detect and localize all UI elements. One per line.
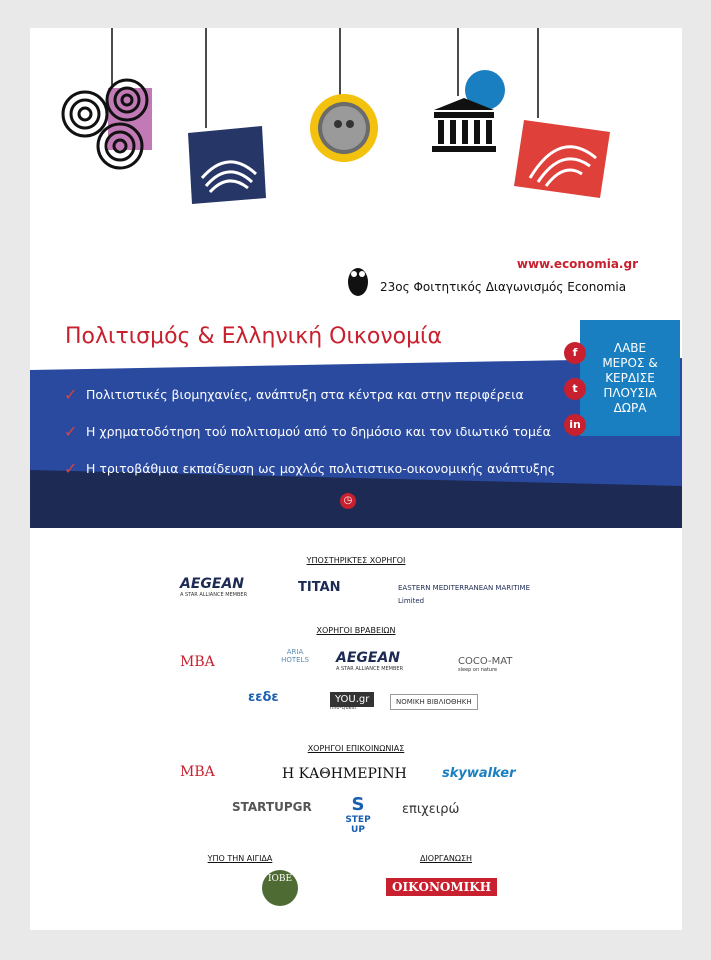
deadline: ◷ Καταληκτική Ημερομηνία Υποβολής: 31/03/2017 <box>340 493 672 509</box>
you-logo[interactable]: YOU.gr Info-Quest <box>330 692 374 711</box>
epixeiro-logo[interactable]: επιχειρώ <box>402 802 460 817</box>
list-item: ✓ Η τριτοβάθμια εκπαίδευση ως μοχλός πολιτιστικο-οικονομικής ανάπτυξης <box>64 459 556 478</box>
section-awards: ΧΟΡΗΓΟΙ ΒΡΑΒΕΙΩΝ <box>316 626 396 635</box>
section-supporting: ΥΠΟΣΤΗΡΙΚΤΕΣ ΧΟΡΗΓΟΙ <box>306 556 406 565</box>
linkedin-icon[interactable]: in <box>564 414 586 436</box>
social-links <box>564 342 586 450</box>
check-icon: ✓ <box>64 422 78 441</box>
nomiki-logo[interactable]: ΝΟΜΙΚΗ ΒΙΒΛΙΟΘΗΚΗ <box>390 694 478 707</box>
clock-icon: ◷ <box>340 493 356 509</box>
aria-logo[interactable]: ARIA HOTELS <box>281 648 309 664</box>
website-url[interactable]: www.economia.gr <box>516 257 638 271</box>
aegean-logo[interactable]: AEGEAN A STAR ALLIANCE MEMBER <box>180 576 248 598</box>
page-title: Πολιτισμός & Ελληνική Οικονομία <box>65 324 443 349</box>
hanging-ornaments <box>30 28 682 268</box>
titan-logo[interactable]: TITAN <box>298 580 341 595</box>
eede-logo[interactable]: εεδε <box>248 690 279 705</box>
contest-name: 23ος Φοιτητικός Διαγωνισμός Economia <box>380 280 627 294</box>
aegean-logo-2[interactable]: AEGEAN A STAR ALLIANCE MEMBER <box>336 650 404 672</box>
iobe-logo[interactable]: IOBE <box>262 870 298 906</box>
list-item: ✓ Η χρηματοδότηση τού πολιτισμού από το δημόσιο και τον ιδιωτικό τομέα <box>64 422 551 441</box>
mba-logo-2[interactable]: MBA <box>180 764 215 780</box>
kathimerini-logo[interactable]: Η ΚΑΘΗΜΕΡΙΝΗ <box>282 766 407 782</box>
temple-icon <box>432 70 505 152</box>
skywalker-logo[interactable]: skywalker <box>442 766 516 781</box>
coin-icon <box>310 94 378 162</box>
section-media: ΧΟΡΗΓΟΙ ΕΠΙΚΟΙΝΩΝΙΑΣ <box>307 744 405 753</box>
mba-logo[interactable]: MBA <box>180 654 215 670</box>
list-item: ✓ Πολιτιστικές βιομηχανίες, ανάπτυξη στα κέντρα και στην περιφέρεια <box>64 385 524 404</box>
twitter-icon[interactable]: t <box>564 378 586 400</box>
topics-list <box>64 376 555 487</box>
theater-icon <box>188 126 266 204</box>
facebook-icon[interactable]: f <box>564 342 586 364</box>
check-icon: ✓ <box>64 385 78 404</box>
emm-logo[interactable]: EASTERN MEDITERRANEAN MARITIME Limited <box>398 584 530 605</box>
spiral-icon <box>63 80 152 168</box>
cocomat-logo[interactable]: COCO-MAT sleep on nature <box>458 656 513 673</box>
cta-box[interactable]: ΛΑΒΕ ΜΕΡΟΣ & ΚΕΡΔΙΣΕ ΠΛΟΥΣΙΑ ΔΩΡΑ <box>580 320 680 436</box>
wave-icon <box>514 120 610 198</box>
oikonomiki-logo[interactable]: ΟΙΚΟΝΟΜΙΚΗ <box>386 880 497 894</box>
startup-logo[interactable]: STARTUPGR <box>232 800 312 814</box>
section-auspices: ΥΠΟ ΤΗΝ ΑΙΓΙΔΑ <box>207 854 273 863</box>
check-icon: ✓ <box>64 459 78 478</box>
section-organizer: ΔΙΟΡΓΑΝΩΣΗ <box>419 854 473 863</box>
poster <box>30 28 682 930</box>
stepup-logo[interactable]: S STEP UP <box>345 794 371 835</box>
